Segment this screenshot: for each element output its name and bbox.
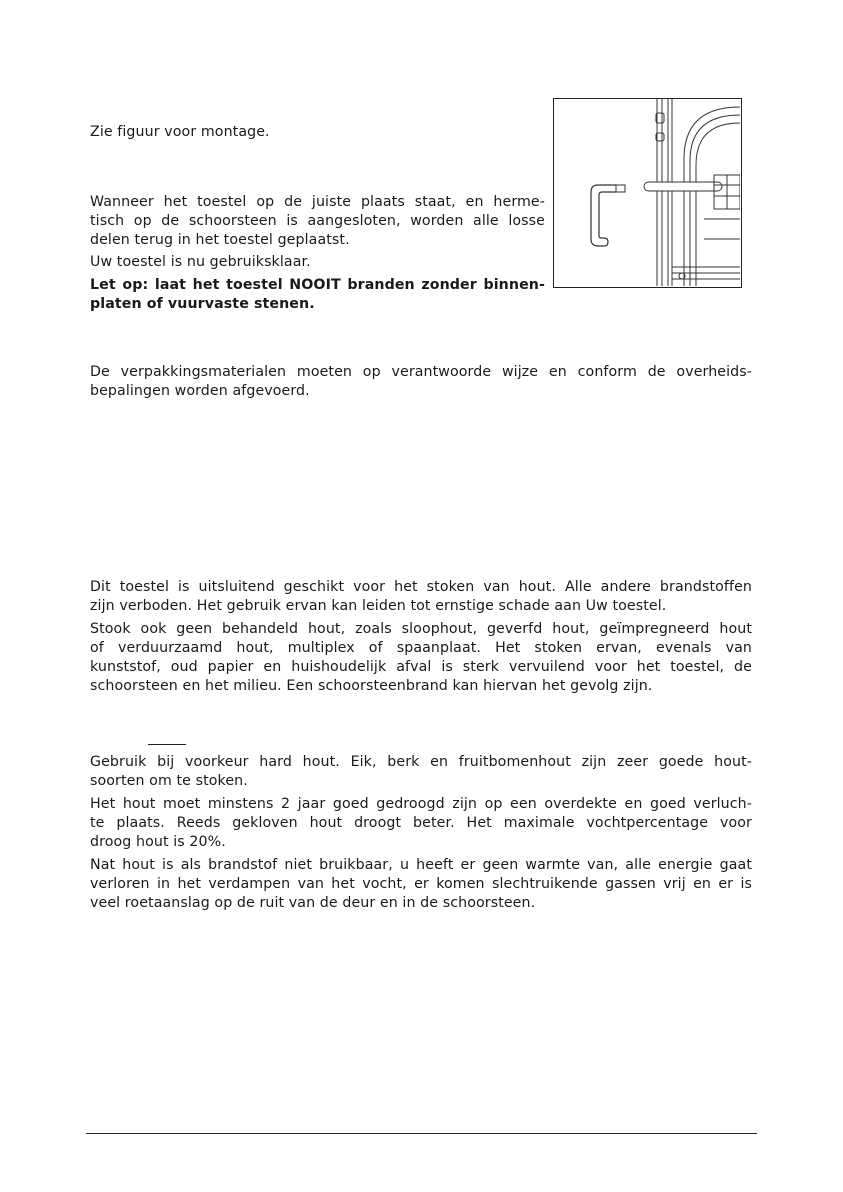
wood-text-line: Het hout moet minstens 2 jaar goed gedroogd zijn op een overdekte en goed verluch-: [90, 796, 752, 812]
wood-text-line: veel roetaanslag op de ruit van de deur en in de schoorsteen.: [90, 895, 536, 911]
montage-text-line: tisch op de schoorsteen is aangesloten, worden alle losse: [90, 213, 545, 229]
warning-text-line: platen of vuurvaste stenen.: [90, 296, 315, 312]
wood-text-line: soorten om te stoken.: [90, 773, 248, 789]
fuel-text-line: Stook ook geen behandeld hout, zoals sloophout, geverfd hout, geïmpregneerd hout: [90, 621, 752, 637]
figure-note: Zie figuur voor montage.: [90, 124, 270, 140]
heading-underline: [148, 744, 186, 745]
mounting-figure: [553, 98, 742, 288]
fuel-text-line: kunststof, oud papier en huishoudelijk afval is sterk vervuilend voor het toestel, de: [90, 659, 752, 675]
wood-text-line: Nat hout is als brandstof niet bruikbaar, u heeft er geen warmte van, alle energie gaat: [90, 857, 752, 873]
wood-text-line: droog hout is 20%.: [90, 834, 226, 850]
wood-text-line: Gebruik bij voorkeur hard hout. Eik, berk en fruitbomenhout zijn zeer goede hout-: [90, 754, 752, 770]
footer-rule: [86, 1133, 757, 1134]
packaging-text-line: De verpakkingsmaterialen moeten op verantwoorde wijze en conform de overheids-: [90, 364, 752, 380]
ready-text: Uw toestel is nu gebruiksklaar.: [90, 254, 311, 270]
wood-text-line: te plaats. Reeds gekloven hout droogt beter. Het maximale vochtpercentage voor: [90, 815, 752, 831]
montage-text-line: delen terug in het toestel geplaatst.: [90, 232, 350, 248]
stove-door-handle-drawing: [554, 99, 740, 286]
warning-text-line: Let op: laat het toestel NOOIT branden zonder binnen-: [90, 277, 545, 293]
packaging-text-line: bepalingen worden afgevoerd.: [90, 383, 310, 399]
fuel-text-line: Dit toestel is uitsluitend geschikt voor het stoken van hout. Alle andere brandstoffen: [90, 579, 752, 595]
montage-text-line: Wanneer het toestel op de juiste plaats staat, en herme-: [90, 194, 545, 210]
fuel-text-line: zijn verboden. Het gebruik ervan kan leiden tot ernstige schade aan Uw toestel.: [90, 598, 667, 614]
fuel-text-line: of verduurzaamd hout, multiplex of spaanplaat. Het stoken ervan, evenals van: [90, 640, 752, 656]
wood-text-line: verloren in het verdampen van het vocht, er komen slechtruikende gassen vrij en er is: [90, 876, 752, 892]
fuel-text-line: schoorsteen en het milieu. Een schoorsteenbrand kan hiervan het gevolg zijn.: [90, 678, 653, 694]
